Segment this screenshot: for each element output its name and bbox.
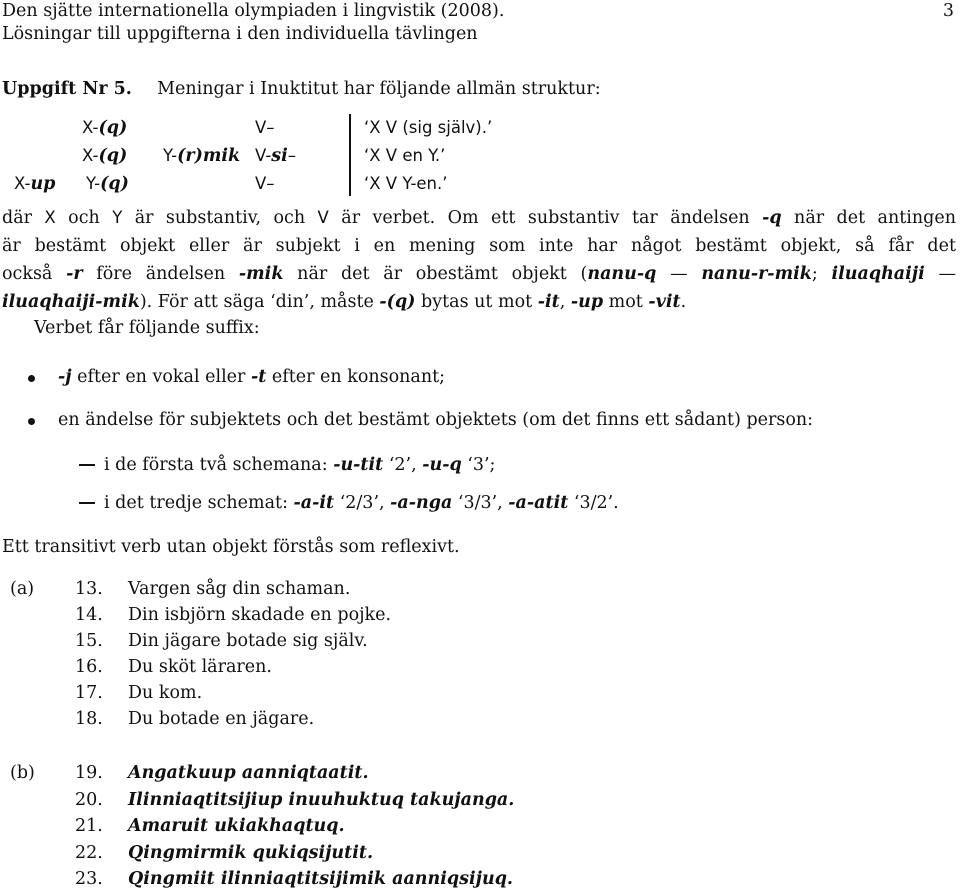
table-divider <box>349 114 351 196</box>
bullet-icon <box>28 418 35 425</box>
item-number: 16. <box>75 657 103 677</box>
item-number: 13. <box>75 579 103 599</box>
structure-row-1-verb: V– <box>255 118 275 137</box>
item-sentence: Ilinniaqtitsijiup inuuhuktuq takujanga. <box>128 789 515 810</box>
structure-row-2-gloss: ‘X V en Y.’ <box>364 146 446 165</box>
item-number: 22. <box>75 842 103 863</box>
part-a-label: (a) <box>10 579 35 599</box>
running-header-subtitle: Lösningar till uppgifterna i den individuella tävlingen <box>2 24 478 44</box>
item-number: 21. <box>75 816 103 836</box>
paragraph-line-2: är bestämt objekt eller är subjekt i en mening som inte har något bestämt objekt, så får det <box>2 236 956 256</box>
item-sentence: Angatkuup aanniqtaatit. <box>128 763 369 783</box>
item-sentence: Qingmirmik qukiqsijutit. <box>128 842 374 863</box>
sub-item-2: i det tredje schemat: -a-it ‘2/3’, -a-nga ‘3/3’, -a-atit ‘3/2’. <box>104 493 619 513</box>
suffix-intro: Verbet får följande suffix: <box>34 318 260 338</box>
structure-row-2-verb: V-si– <box>255 146 297 166</box>
structure-row-2-y: Y-(r)mik <box>163 146 241 166</box>
item-number: 20. <box>75 789 103 810</box>
item-number: 14. <box>75 605 103 625</box>
task-intro: Meningar i Inuktitut har följande allmän struktur: <box>157 79 601 99</box>
dash-icon <box>79 464 95 466</box>
sub-item-1: i de första två schemana: -u-tit ‘2’, -u-q ‘3’; <box>104 455 496 475</box>
bullet-icon <box>28 375 35 382</box>
item-sentence: Vargen såg din schaman. <box>128 579 351 599</box>
task-heading <box>2 79 601 99</box>
item-sentence: Du sköt läraren. <box>128 657 272 677</box>
structure-row-2-x: X-(q) <box>82 146 128 166</box>
item-number: 18. <box>75 709 103 729</box>
item-sentence: Din isbjörn skadade en pojke. <box>128 605 392 625</box>
structure-row-3-y: Y-(q) <box>86 174 129 194</box>
bullet-item-2: en ändelse för subjektets och det bestämt objektets (om det finns ett sådant) person: <box>58 410 814 430</box>
structure-row-3-subject: X-up <box>14 174 56 194</box>
bullet-item-1: -j efter en vokal eller -t efter en konsonant; <box>58 367 446 387</box>
item-number: 15. <box>75 631 103 651</box>
structure-row-1-gloss: ‘X V (sig själv).’ <box>364 118 493 137</box>
part-b-label: (b) <box>10 763 35 783</box>
item-number: 23. <box>75 869 103 889</box>
paragraph-line-3: också -r före ändelsen -mik när det är obestämt objekt (nanu-q — nanu-r-mik; iluaqhaiji — <box>2 264 956 284</box>
paragraph-line-4: iluaqhaiji-mik). För att säga ‘din’, måste -(q) bytas ut mot -it, -up mot -vit. <box>2 292 687 312</box>
structure-row-1-x: X-(q) <box>82 118 128 138</box>
item-sentence: Amaruit ukiakhaqtuq. <box>128 816 345 836</box>
item-sentence: Din jägare botade sig själv. <box>128 631 368 651</box>
item-sentence: Du botade en jägare. <box>128 709 315 729</box>
structure-row-3-verb: V– <box>255 174 275 193</box>
item-sentence: Du kom. <box>128 683 203 703</box>
reflexive-note: Ett transitivt verb utan objekt förstås som reflexivt. <box>2 537 460 557</box>
paragraph-line-1: där X och Y är substantiv, och V är verbet. Om ett substantiv tar ändelsen -q när det antingen <box>2 208 956 228</box>
dash-icon <box>79 502 95 504</box>
running-header-title: Den sjätte internationella olympiaden i lingvistik (2008). <box>2 1 505 21</box>
item-number: 19. <box>75 763 103 783</box>
item-sentence: Qingmiit ilinniaqtitsijimik aanniqsijuq. <box>128 869 514 889</box>
page-number: 3 <box>942 1 954 21</box>
task-label: Uppgift Nr 5. <box>2 79 132 99</box>
structure-row-3-gloss: ‘X V Y-en.’ <box>364 174 448 193</box>
item-number: 17. <box>75 683 103 703</box>
